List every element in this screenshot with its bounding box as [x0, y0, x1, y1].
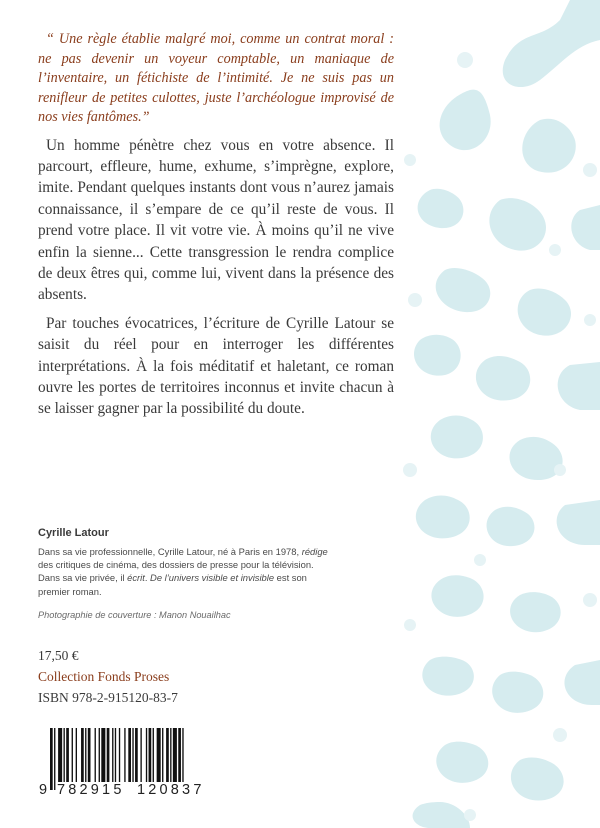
barcode-bar [54, 728, 55, 790]
barcode-bar [112, 728, 113, 782]
barcode-bar [58, 728, 62, 782]
barcode-bar [81, 728, 84, 782]
barcode-bar [66, 728, 69, 782]
barcode-bar [76, 728, 77, 782]
author-bio-emphasis: rédige [301, 546, 328, 557]
barcode-bar [173, 728, 177, 782]
book-metadata [38, 648, 178, 706]
back-cover-text [38, 30, 394, 427]
barcode-bar [140, 728, 141, 782]
barcode-bar [64, 728, 65, 782]
photo-credit: Photographie de couverture : Manon Nouailhac [38, 609, 231, 620]
price: 17,50 € [38, 648, 79, 663]
barcode-bar [101, 728, 105, 782]
barcode-bar [99, 728, 100, 782]
barcode-bar [170, 728, 171, 782]
barcode-bar [182, 728, 183, 790]
barcode-bar [146, 728, 147, 782]
barcode-bar [107, 728, 110, 782]
barcode-bar [124, 728, 125, 782]
barcode-bar [128, 728, 131, 782]
isbn: ISBN 978-2-915120-83-7 [38, 690, 178, 705]
barcode-bar [95, 728, 96, 782]
barcode-bar [115, 728, 116, 790]
barcode-bar [88, 728, 91, 782]
barcode-first-digit: 9 [39, 782, 48, 798]
barcode-bar [149, 728, 152, 782]
barcode-bar [166, 728, 169, 782]
barcode-bar [135, 728, 138, 782]
barcode-bar [72, 728, 73, 782]
author-name: Cyrille Latour [38, 527, 109, 539]
barcode [38, 728, 218, 798]
author-bio-part: Dans sa vie professionnelle, Cyrille Latour, né à Paris en 1978, [38, 546, 302, 557]
barcode-bar [153, 728, 154, 782]
barcode-right-group: 120837 [137, 782, 205, 798]
author-section [38, 527, 338, 620]
barcode-left-group: 782915 [57, 782, 125, 798]
synopsis-paragraph: Un homme pénètre chez vous en votre absence. Il parcourt, effleure, hume, exhume, s’imprègne, explore, imite. Pendant quelques instants dont vous n’aurez jamais connaissance, il s’empare de ce qu’il reste de vous. Il prend votre place. Il vit votre vie. À moins qu’il ne vive enfin la sienne... Cette transgression le rendra complice de deux êtres qui, comme lui, vivent dans la présence des absents. [38, 136, 394, 304]
author-bio-part: des critiques de cinéma, des dossiers de presse pour la télévision. Dans sa vie privée, il [38, 559, 314, 584]
barcode-bar [119, 728, 120, 790]
barcode-bars [38, 728, 218, 790]
barcode-bar [85, 728, 86, 782]
barcode-bar [178, 728, 181, 782]
barcode-bar [50, 728, 53, 790]
author-bio-emphasis: écrit [127, 572, 145, 584]
style-paragraph: Par touches évocatrices, l’écriture de Cyrille Latour se saisit du réel pour en interroger les différentes interprétations. À la fois méditatif et haletant, ce roman ouvre les portes de territoires inconnus et invite chacun à se laisser gagner par la possibilité du doute. [38, 314, 394, 418]
barcode-bar [157, 728, 161, 782]
barcode-bar [162, 728, 163, 782]
author-bio [38, 545, 338, 598]
book-title: De l’univers visible et invisible [150, 572, 275, 584]
author-bio-part: est son premier roman. [38, 572, 307, 597]
excerpt-quote: “ Une règle établie malgré moi, comme un contrat moral : ne pas devenir un voyeur comptable, un maniaque de l’inventaire, un fétichiste de l’intimité. Je ne suis pas un renifleur de petites culottes, juste l’archéologue improvisé de nos vies fantômes.” [38, 31, 394, 125]
collection-name: Collection Fonds Proses [38, 669, 170, 684]
author-bio-part: . [144, 572, 151, 584]
barcode-bar [132, 728, 133, 782]
